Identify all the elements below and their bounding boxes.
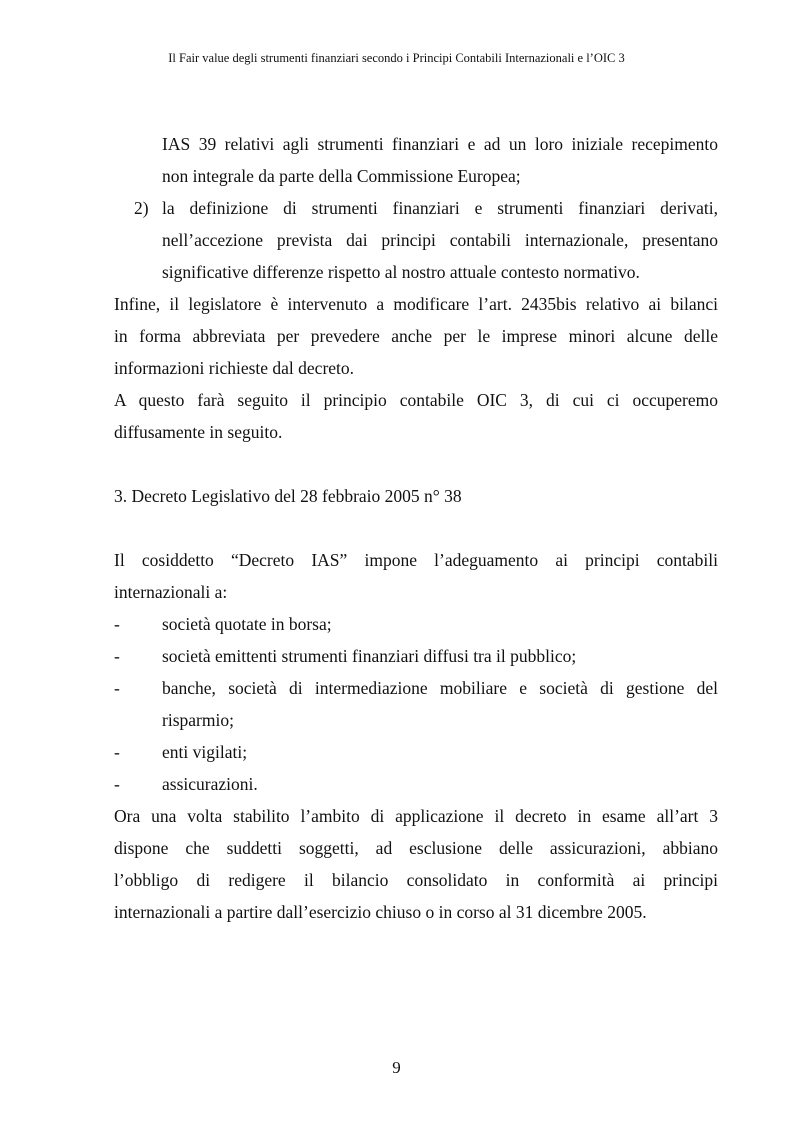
running-header: Il Fair value degli strumenti finanziari secondo i Principi Contabili Internazionali e l’OIC 3	[168, 51, 625, 65]
dash-bullet: -	[114, 614, 120, 634]
list-item-2	[114, 192, 718, 224]
page-number: 9	[392, 1058, 401, 1077]
dash-bullet: -	[114, 678, 120, 698]
dash-bullet: -	[114, 774, 120, 794]
bullet-item	[114, 768, 718, 800]
paragraph-infine-line-2: in forma abbreviata per prevedere anche per le imprese minori alcune delle	[114, 326, 718, 346]
bullet-text: società emittenti strumenti finanziari diffusi tra il pubblico;	[162, 646, 577, 666]
spacer	[114, 448, 718, 480]
paragraph-questo-line-1: A questo farà seguito il principio contabile OIC 3, di cui ci occuperemo	[114, 390, 718, 410]
list-item-2-line-2: nell’accezione prevista dai principi contabili internazionale, presentano	[162, 230, 718, 250]
paragraph-decreto-line-1: Il cosiddetto “Decreto IAS” impone l’adeguamento ai principi contabili	[114, 550, 718, 570]
bullet-text: enti vigilati;	[162, 742, 248, 762]
paragraph-ora-line-3: l’obbligo di redigere il bilancio consolidato in conformità ai principi	[114, 870, 718, 890]
paragraph-questo-line-2: diffusamente in seguito.	[114, 422, 283, 442]
bullet-item	[114, 672, 718, 704]
dash-bullet: -	[114, 742, 120, 762]
paragraph-infine-line-1: Infine, il legislatore è intervenuto a modificare l’art. 2435bis relativo ai bilanci	[114, 294, 718, 314]
list-continuation-line-2: non integrale da parte della Commissione Europea;	[162, 166, 521, 186]
bullet-text: società quotate in borsa;	[162, 614, 332, 634]
dash-bullet: -	[114, 646, 120, 666]
page-body	[114, 128, 718, 928]
paragraph-decreto-line-2: internazionali a:	[114, 582, 228, 602]
spacer	[114, 512, 718, 544]
list-item-2-line-1: la definizione di strumenti finanziari e strumenti finanziari derivati,	[162, 198, 718, 218]
list-item-number: 2)	[134, 198, 149, 218]
bullet-text: assicurazioni.	[162, 774, 258, 794]
bullet-item	[114, 736, 718, 768]
section-heading: 3. Decreto Legislativo del 28 febbraio 2005 n° 38	[114, 486, 462, 506]
list-item-2-line-3: significative differenze rispetto al nostro attuale contesto normativo.	[162, 262, 640, 282]
paragraph-ora-line-2: dispone che suddetti soggetti, ad esclusione delle assicurazioni, abbiano	[114, 838, 718, 858]
bullet-item	[114, 608, 718, 640]
paragraph-infine-line-3: informazioni richieste dal decreto.	[114, 358, 355, 378]
bullet-text: banche, società di intermediazione mobiliare e società di gestione del	[162, 678, 718, 698]
bullet-continuation: risparmio;	[162, 710, 234, 730]
paragraph-ora-line-4: internazionali a partire dall’esercizio chiuso o in corso al 31 dicembre 2005.	[114, 902, 647, 922]
bullet-item	[114, 640, 718, 672]
paragraph-ora-line-1: Ora una volta stabilito l’ambito di applicazione il decreto in esame all’art 3	[114, 806, 718, 826]
list-continuation-line-1: IAS 39 relativi agli strumenti finanziari e ad un loro iniziale recepimento	[162, 134, 718, 154]
